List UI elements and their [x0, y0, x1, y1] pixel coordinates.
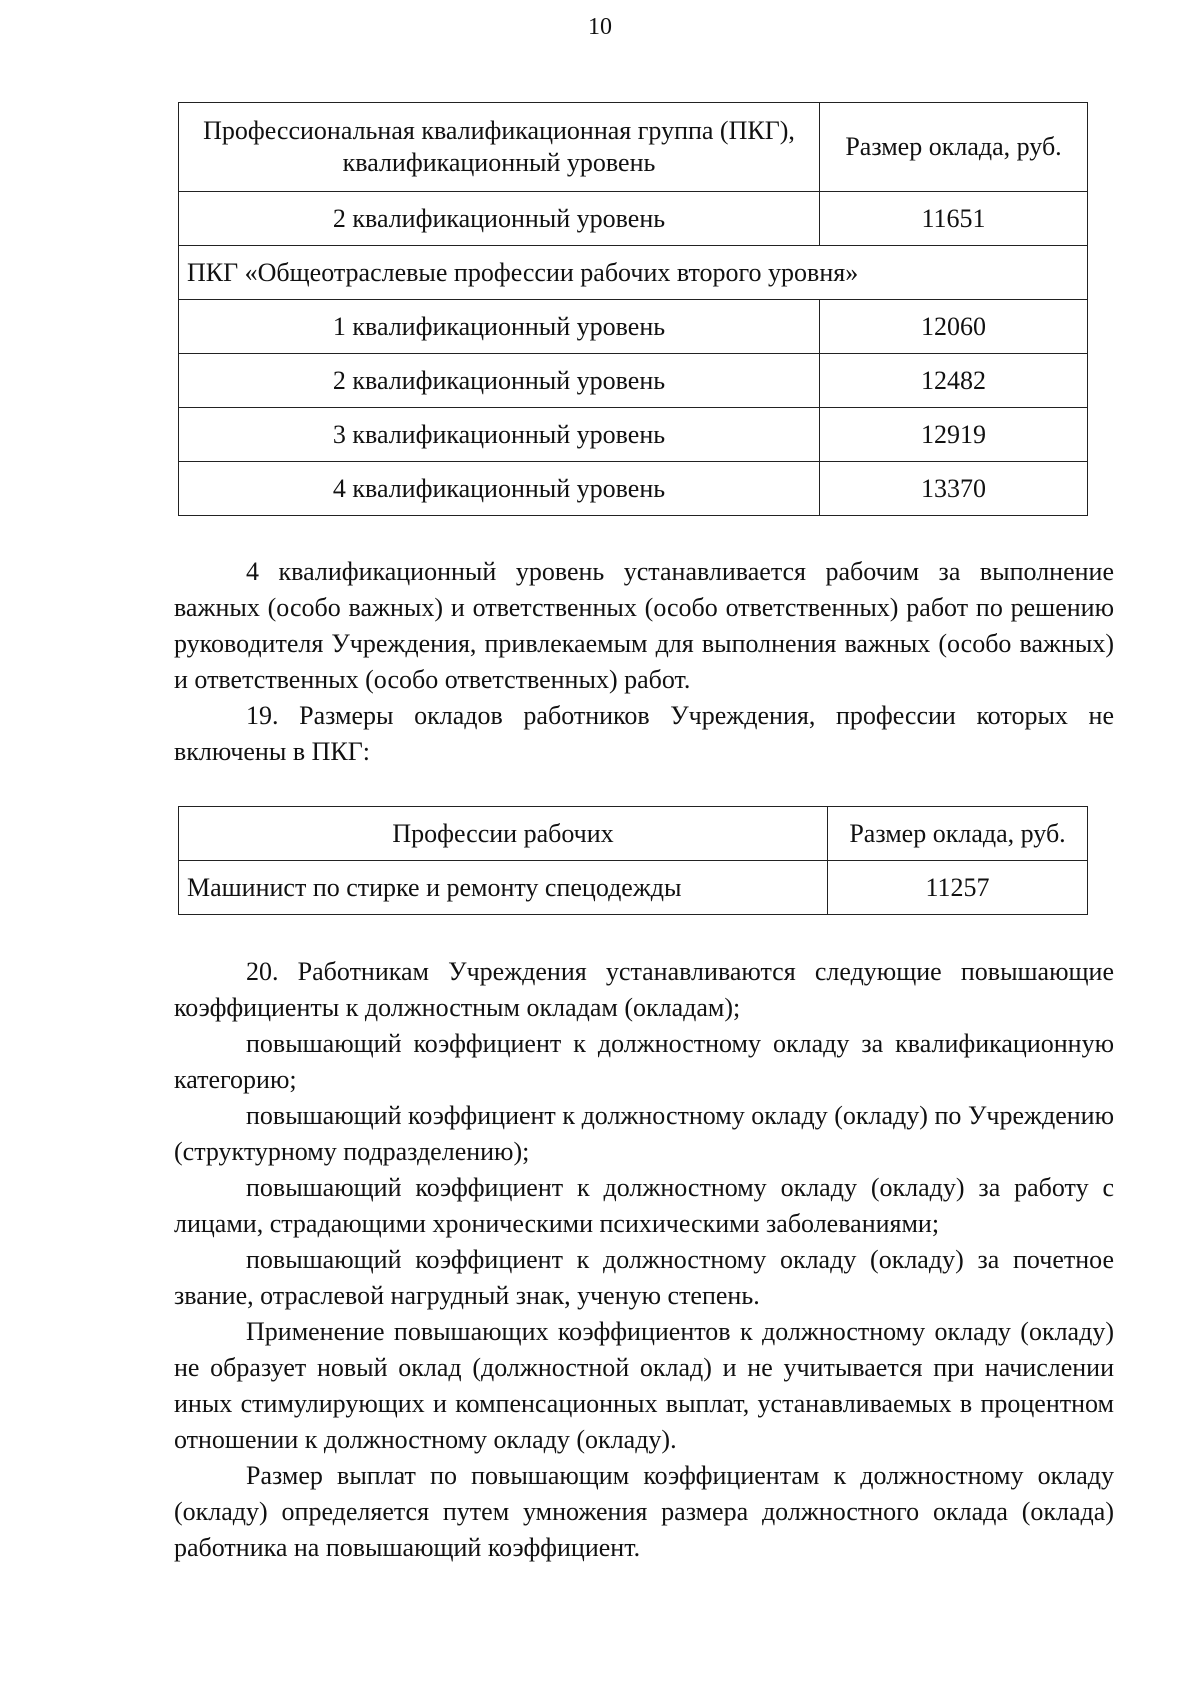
- level-name: 2 квалификационный уровень: [179, 192, 820, 246]
- table-group-row: [179, 246, 1088, 300]
- table-header-row: [179, 807, 1088, 861]
- paragraph: Размер выплат по повышающим коэффициентам к должностному окладу (окладу) определяется путем умножения размера должностного оклада (оклада) работника на повышающий коэффициент.: [174, 1461, 1114, 1562]
- page-number: 10: [588, 14, 612, 40]
- salary-value: 11257: [828, 861, 1088, 915]
- text-block-2: [174, 954, 1114, 1566]
- text-block-1: [174, 554, 1114, 770]
- salary-table-pkg: [178, 102, 1088, 516]
- header-pkg-level: Профессиональная квалификационная группа (ПКГ), квалификационный уровень: [179, 103, 820, 192]
- level-name: 3 квалификационный уровень: [179, 408, 820, 462]
- table-row: [179, 462, 1088, 516]
- paragraph: Применение повышающих коэффициентов к должностному окладу (окладу) не образует новый оклад (должностной оклад) и не учитывается при начислении иных стимулирующих и компенсационных выплат, устанавливаемых в процентном отношении к должностному окладу (окладу).: [174, 1317, 1114, 1454]
- paragraph: повышающий коэффициент к должностному окладу за квалификационную категорию;: [174, 1029, 1114, 1094]
- table-row: [179, 408, 1088, 462]
- level-name: 4 квалификационный уровень: [179, 462, 820, 516]
- salary-table-workers: [178, 806, 1088, 915]
- paragraph-20: 20. Работникам Учреждения устанавливаются следующие повышающие коэффициенты к должностным окладам (окладам);: [174, 957, 1114, 1022]
- paragraph-19: 19. Размеры окладов работников Учреждения, профессии которых не включены в ПКГ:: [174, 701, 1114, 766]
- salary-value: 13370: [820, 462, 1088, 516]
- paragraph: повышающий коэффициент к должностному окладу (окладу) за работу с лицами, страдающими хроническими психическими заболеваниями;: [174, 1173, 1114, 1238]
- level-name: 2 квалификационный уровень: [179, 354, 820, 408]
- salary-value: 12482: [820, 354, 1088, 408]
- header-profession: Профессии рабочих: [179, 807, 828, 861]
- table-row: [179, 300, 1088, 354]
- table-header-row: [179, 103, 1088, 192]
- paragraph: повышающий коэффициент к должностному окладу (окладу) за почетное звание, отраслевой нагрудный знак, ученую степень.: [174, 1245, 1114, 1310]
- salary-value: 12919: [820, 408, 1088, 462]
- header-salary: Размер оклада, руб.: [820, 103, 1088, 192]
- level-name: 1 квалификационный уровень: [179, 300, 820, 354]
- salary-value: 11651: [820, 192, 1088, 246]
- salary-value: 12060: [820, 300, 1088, 354]
- paragraph: 4 квалификационный уровень устанавливается рабочим за выполнение важных (особо важных) и ответственных (особо ответственных) работ по решению руководителя Учреждения, привлекаемым для выполнения важных (особо важных) и ответственных (особо ответственных) работ.: [174, 557, 1114, 694]
- header-salary: Размер оклада, руб.: [828, 807, 1088, 861]
- profession-name: Машинист по стирке и ремонту спецодежды: [179, 861, 828, 915]
- table-row: [179, 354, 1088, 408]
- table-row: [179, 192, 1088, 246]
- paragraph: повышающий коэффициент к должностному окладу (окладу) по Учреждению (структурному подразделению);: [174, 1101, 1114, 1166]
- group-title: ПКГ «Общеотраслевые профессии рабочих второго уровня»: [179, 246, 1088, 300]
- table-row: [179, 861, 1088, 915]
